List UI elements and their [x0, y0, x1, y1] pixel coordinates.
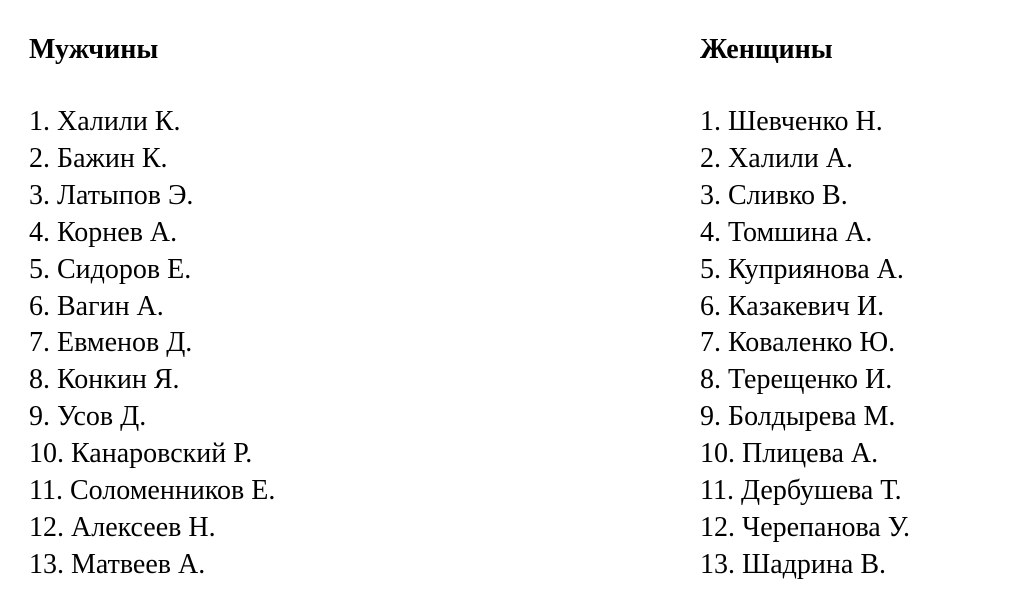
list-item: 4. Корнев А. [29, 216, 178, 248]
list-item: 10. Канаровский Р. [29, 438, 253, 470]
men-list [29, 104, 275, 584]
list-item: 3. Латыпов Э. [29, 179, 194, 211]
list-item: 6. Казакевич И. [700, 290, 885, 322]
list-item: 2. Халили А. [700, 142, 854, 174]
list-item: 7. Евменов Д. [29, 327, 193, 359]
women-heading: Женщины [700, 34, 833, 65]
list-item: 13. Шадрина В. [700, 548, 886, 580]
list-item: 6. Вагин А. [29, 290, 164, 322]
list-item: 12. Алексеев Н. [29, 511, 216, 543]
list-item: 1. Шевченко Н. [700, 106, 883, 137]
list-item: 2. Бажин К. [29, 142, 168, 174]
list-item: 8. Терещенко И. [700, 364, 893, 396]
list-item: 3. Сливко В. [700, 179, 848, 211]
list-item: 11. Соломенников Е. [29, 475, 276, 507]
women-column [700, 30, 910, 584]
list-item: 9. Болдырева М. [700, 401, 896, 433]
list-item: 12. Черепанова У. [700, 511, 910, 543]
list-item: 10. Плицева А. [700, 438, 879, 470]
list-item: 8. Конкин Я. [29, 364, 180, 396]
list-item: 7. Коваленко Ю. [700, 327, 896, 359]
women-list [700, 104, 910, 584]
list-item: 9. Усов Д. [29, 401, 147, 433]
list-item: 4. Томшина А. [700, 216, 873, 248]
list-item: 13. Матвеев А. [29, 548, 206, 580]
list-item: 5. Куприянова А. [700, 253, 904, 285]
men-heading: Мужчины [29, 34, 159, 65]
men-column [29, 30, 275, 584]
list-item: 1. Халили К. [29, 106, 181, 137]
list-item: 11. Дербушева Т. [700, 475, 902, 507]
list-item: 5. Сидоров Е. [29, 253, 192, 285]
